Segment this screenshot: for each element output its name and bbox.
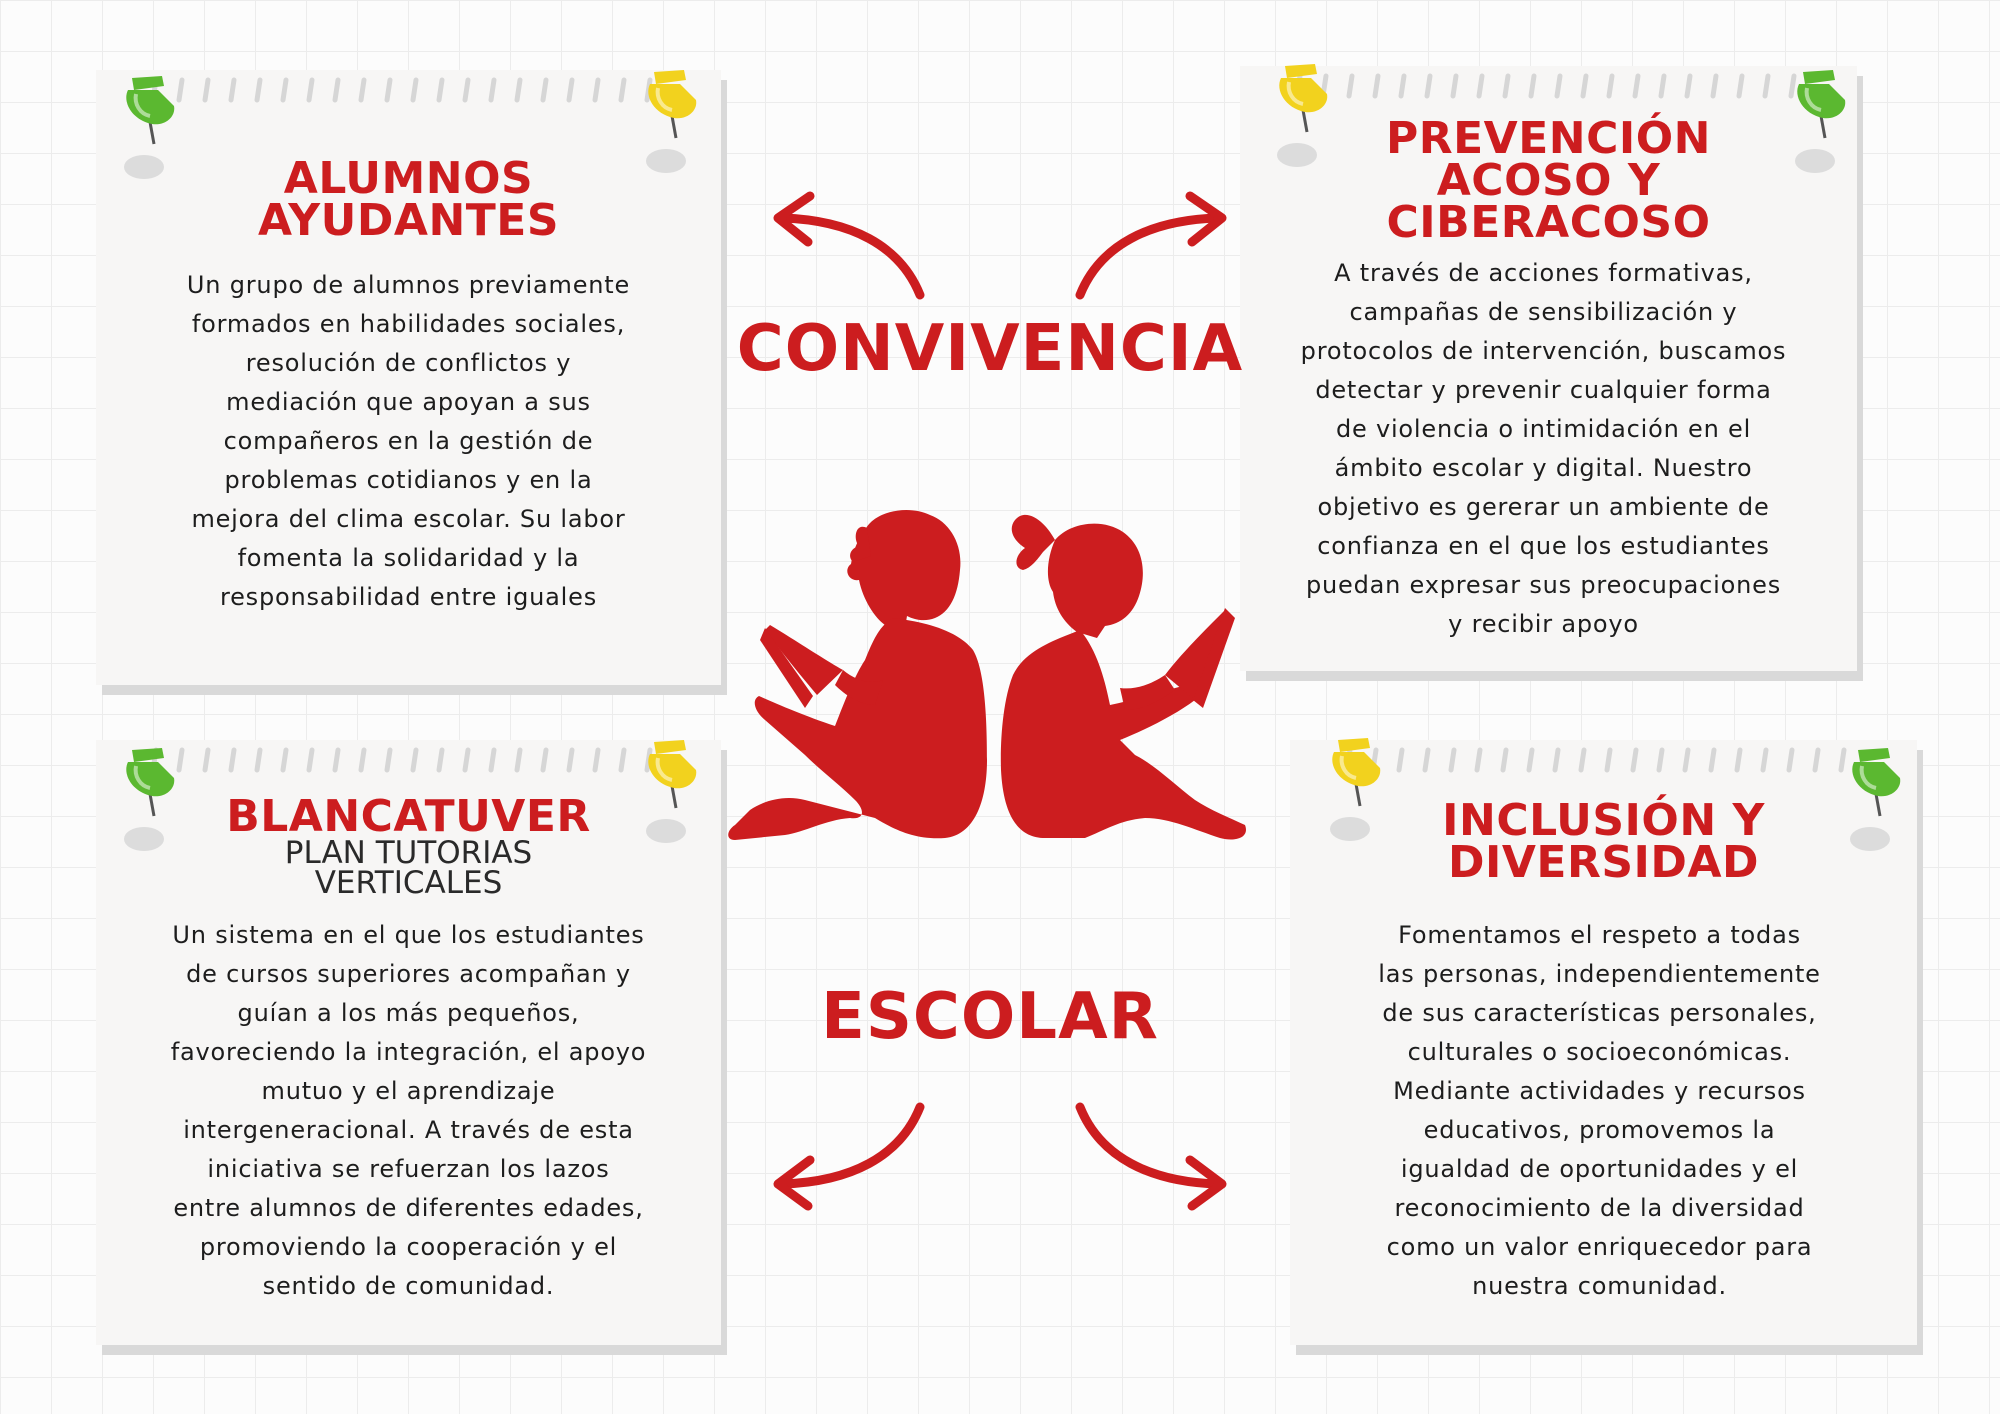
card-blancatuver xyxy=(96,740,721,1345)
card-alumnos-ayudantes xyxy=(96,70,721,685)
center-title-convivencia: CONVIVENCIA xyxy=(736,312,1244,386)
card-title: PREVENCIÓN ACOSO Y CIBERACOSO xyxy=(1385,113,1711,248)
center-title-escolar: ESCOLAR xyxy=(821,980,1159,1054)
torn-paper-edge xyxy=(96,740,721,786)
arrow-top-left-icon xyxy=(760,190,930,300)
arrow-bottom-left-icon xyxy=(760,1102,930,1212)
card-title: BLANCATUVER xyxy=(226,791,591,842)
arrow-bottom-right-icon xyxy=(1070,1102,1240,1212)
card-title: INCLUSIÓN Y DIVERSIDAD xyxy=(1442,795,1765,888)
arrow-top-right-icon xyxy=(1070,190,1240,300)
card-subtitle: PLAN TUTORIAS VERTICALES xyxy=(284,835,533,901)
torn-paper-edge xyxy=(96,70,721,116)
card-body: A través de acciones formativas, campañas de sensibilización y protocolos de intervención, buscamos detectar y prevenir cualquier forma de violencia o intimidación en el ámbito escolar y digital. Nuestro objetivo es gererar un ambiente de confianza en el que los estudiantes puedan expresar sus preocupaciones y recibir apoyo xyxy=(1300,259,1787,638)
card-prevencion-acoso xyxy=(1240,66,1857,671)
card-body: Fomentamos el respeto a todas las personas, independientemente de sus características personales, culturales o socioeconómicas. Mediante actividades y recursos educativos, promovemos la igualdad de oportunidades y el reconocimiento de la diversidad como un valor enriquecedor para nuestra comunidad. xyxy=(1378,921,1821,1300)
card-body: Un sistema en el que los estudiantes de cursos superiores acompañan y guían a los más pequeños, favoreciendo la integración, el apoyo mutuo y el aprendizaje intergeneracional. A través de esta iniciativa se refuerzan los lazos entre alumnos de diferentes edades, promoviendo la cooperación y el sentido de comunidad. xyxy=(170,921,647,1300)
card-title: ALUMNOS AYUDANTES xyxy=(257,153,560,246)
card-body: Un grupo de alumnos previamente formados en habilidades sociales, resolución de conflictos y mediación que apoyan a sus compañeros en la gestión de problemas cotidianos y en la mejora del clima escolar. Su labor fomenta la solidaridad y la responsabilidad entre iguales xyxy=(186,271,631,611)
card-inclusion-diversidad xyxy=(1290,740,1917,1345)
children-reading-icon xyxy=(725,500,1265,850)
